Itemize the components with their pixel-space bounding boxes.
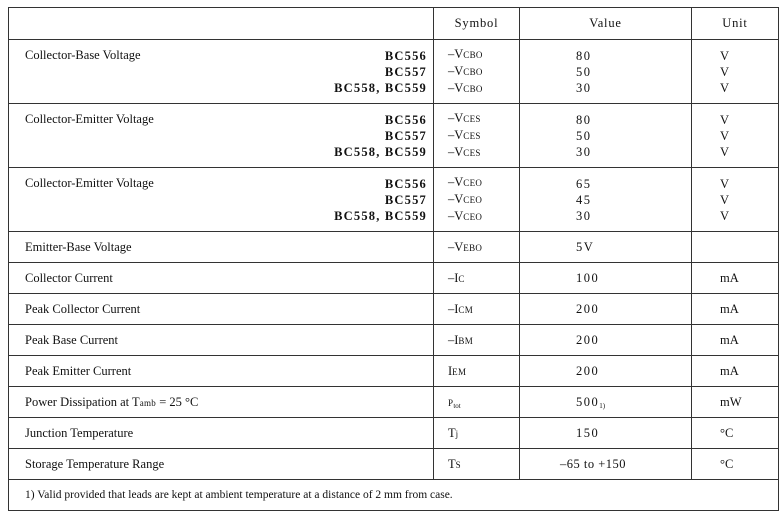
unit: mA <box>692 325 779 356</box>
value-cell <box>520 387 692 418</box>
unit: V <box>720 48 730 63</box>
device-name: BC558, BC559 <box>334 208 427 223</box>
symbol-subscript: CBO <box>463 84 483 94</box>
symbol-cell <box>434 325 520 356</box>
parameter-label: Power Dissipation at T <box>25 394 140 409</box>
symbol-prefix: –V <box>448 145 464 159</box>
table-row <box>9 104 779 168</box>
value: 30 <box>576 80 592 95</box>
symbol-cell <box>434 263 520 294</box>
parameter-label: Peak Collector Current <box>9 294 434 325</box>
parameter-label: Collector-Emitter Voltage <box>25 111 154 126</box>
symbol-cell <box>434 40 520 104</box>
symbol-cell <box>434 387 520 418</box>
symbol-subscript: CBO <box>463 50 483 60</box>
table-row <box>9 168 779 232</box>
symbol-subscript: EBO <box>463 242 483 253</box>
device-name: BC556 <box>384 48 427 63</box>
parameter-label: Collector-Emitter Voltage <box>25 175 154 190</box>
value: 150 <box>520 418 692 449</box>
symbol-cell <box>434 418 520 449</box>
symbol-cell <box>434 449 520 480</box>
symbol-subscript: CBO <box>463 67 483 77</box>
symbol-cell <box>434 168 520 232</box>
symbol-prefix: –V <box>448 175 464 189</box>
symbol-subscript: C <box>458 273 465 284</box>
symbol-prefix: –V <box>448 128 464 142</box>
parameter-cell <box>9 168 434 232</box>
symbol-prefix: P <box>448 397 454 408</box>
symbol-subscript: CEO <box>463 212 483 222</box>
parameter-cell <box>9 104 434 168</box>
unit <box>692 232 779 263</box>
symbol-subscript: CEO <box>463 178 483 188</box>
header-row <box>9 8 779 40</box>
unit: V <box>720 208 730 223</box>
symbol-prefix: –V <box>448 192 464 206</box>
value: 45 <box>576 192 592 207</box>
value: 200 <box>520 325 692 356</box>
unit: V <box>720 144 730 159</box>
unit: mA <box>692 263 779 294</box>
unit: V <box>720 112 730 127</box>
symbol-subscript: EM <box>452 366 467 377</box>
device-name: BC558, BC559 <box>334 80 427 95</box>
value: 200 <box>520 356 692 387</box>
value: 100 <box>520 263 692 294</box>
table-row <box>9 232 779 263</box>
value-cell <box>520 40 692 104</box>
symbol-prefix: –V <box>448 209 464 223</box>
parameter-subscript: amb <box>139 397 157 408</box>
table-row <box>9 40 779 104</box>
value-cell <box>520 168 692 232</box>
value: 80 <box>576 48 592 63</box>
unit-cell <box>692 40 779 104</box>
symbol-prefix: –V <box>448 47 464 61</box>
unit: V <box>720 128 730 143</box>
symbol-subscript: CEO <box>463 195 483 205</box>
device-name: BC558, BC559 <box>334 144 427 159</box>
parameter-label: Emitter-Base Voltage <box>9 232 434 263</box>
device-name: BC557 <box>384 192 427 207</box>
symbol-prefix: T <box>448 425 456 440</box>
value-cell <box>520 104 692 168</box>
unit-cell <box>692 104 779 168</box>
symbol-subscript: CES <box>463 148 481 158</box>
parameter-label: Collector Current <box>9 263 434 294</box>
unit-cell <box>692 168 779 232</box>
symbol-prefix: –V <box>448 81 464 95</box>
footnote-row <box>9 480 779 511</box>
header-symbol: Symbol <box>434 8 520 40</box>
parameter-cell <box>9 40 434 104</box>
parameter-label: Peak Emitter Current <box>9 356 434 387</box>
table-row <box>9 418 779 449</box>
value: 200 <box>520 294 692 325</box>
table-row <box>9 263 779 294</box>
parameter-label: Collector-Base Voltage <box>25 47 141 62</box>
symbol-cell <box>434 294 520 325</box>
unit: V <box>720 64 730 79</box>
symbol-prefix: –I <box>448 301 459 316</box>
value: –65 to +150 <box>520 449 692 480</box>
table-row <box>9 356 779 387</box>
symbol-prefix: I <box>448 363 453 378</box>
symbol-subscript: S <box>455 459 461 470</box>
unit: V <box>720 192 730 207</box>
table-row <box>9 325 779 356</box>
footnote-marker: 1) <box>599 401 606 410</box>
symbol-cell <box>434 232 520 263</box>
table-row <box>9 294 779 325</box>
unit: °C <box>692 449 779 480</box>
header-parameter <box>9 8 434 40</box>
value: 50 <box>576 128 592 143</box>
symbol-prefix: –V <box>448 239 464 254</box>
unit: mW <box>692 387 779 418</box>
device-name: BC556 <box>384 176 427 191</box>
unit: °C <box>692 418 779 449</box>
value: 80 <box>576 112 592 127</box>
table-row <box>9 449 779 480</box>
device-list <box>334 176 427 224</box>
symbol-subscript: BM <box>458 335 474 346</box>
ratings-table <box>8 7 779 511</box>
table-row <box>9 387 779 418</box>
device-list <box>334 112 427 160</box>
unit: mA <box>692 294 779 325</box>
unit: V <box>720 176 730 191</box>
unit: V <box>720 80 730 95</box>
device-list <box>334 48 427 96</box>
value: 500 <box>576 394 600 409</box>
symbol-prefix: –V <box>448 64 464 78</box>
value: 65 <box>576 176 592 191</box>
unit: mA <box>692 356 779 387</box>
device-name: BC557 <box>384 64 427 79</box>
symbol-cell <box>434 104 520 168</box>
parameter-label: Peak Base Current <box>9 325 434 356</box>
symbol-prefix: –I <box>448 270 459 285</box>
symbol-subscript: tot <box>453 401 461 410</box>
value: 50 <box>576 64 592 79</box>
value: 30 <box>576 144 592 159</box>
symbol-subscript: CM <box>458 304 474 315</box>
parameter-label: Junction Temperature <box>9 418 434 449</box>
absolute-maximum-ratings <box>8 7 774 511</box>
symbol-subscript: j <box>455 428 459 439</box>
footnote: 1) Valid provided that leads are kept at ambient temperature at a distance of 2 mm from case. <box>9 480 779 511</box>
device-name: BC556 <box>384 112 427 127</box>
symbol-prefix: –I <box>448 332 459 347</box>
parameter-condition: = 25 °C <box>156 394 199 409</box>
symbol-prefix: T <box>448 456 456 471</box>
symbol-subscript: CES <box>463 131 481 141</box>
symbol-subscript: CES <box>463 114 481 124</box>
symbol-cell <box>434 356 520 387</box>
value: 30 <box>576 208 592 223</box>
value: 5V <box>520 232 692 263</box>
parameter-cell <box>9 387 434 418</box>
device-name: BC557 <box>384 128 427 143</box>
header-value: Value <box>520 8 692 40</box>
header-unit: Unit <box>692 8 779 40</box>
parameter-label: Storage Temperature Range <box>9 449 434 480</box>
symbol-prefix: –V <box>448 111 464 125</box>
